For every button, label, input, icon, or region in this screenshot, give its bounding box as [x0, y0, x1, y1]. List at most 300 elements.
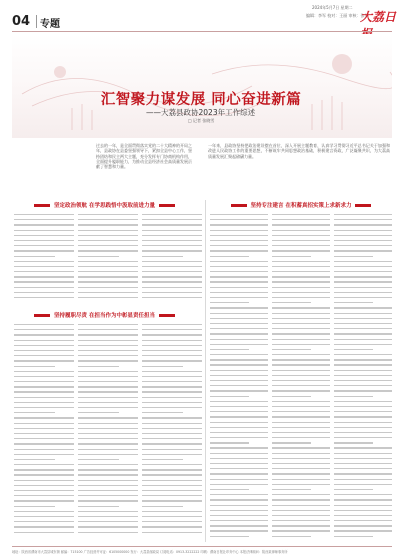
- text-line: [14, 235, 74, 236]
- text-line: [334, 525, 392, 526]
- text-line: [14, 266, 74, 267]
- text-line: [272, 437, 330, 438]
- text-line: [142, 381, 202, 382]
- text-line: [14, 459, 55, 460]
- text-line: [142, 386, 202, 387]
- text-line: [272, 390, 330, 391]
- text-line: [14, 402, 74, 403]
- text-line: [78, 334, 138, 335]
- text-line: [14, 224, 74, 225]
- text-line: [14, 443, 74, 444]
- text-line: [14, 230, 74, 231]
- text-line: [272, 245, 330, 246]
- text-line: [334, 364, 392, 365]
- heading-ribbon-left: [34, 204, 50, 207]
- text-line: [142, 402, 202, 403]
- text-line: [14, 532, 74, 533]
- text-line: [14, 428, 74, 429]
- text-line: [78, 230, 138, 231]
- text-line: [210, 292, 268, 293]
- text-line: [334, 313, 392, 314]
- text-line: [334, 453, 392, 454]
- text-line: [210, 328, 268, 329]
- text-line: [334, 292, 392, 293]
- text-line: [78, 366, 119, 367]
- text-line: [334, 510, 392, 511]
- text-line: [78, 511, 138, 512]
- text-line: [142, 297, 202, 298]
- text-line: [334, 375, 392, 376]
- text-line: [142, 511, 202, 512]
- text-line: [334, 468, 392, 469]
- text-line: [334, 328, 392, 329]
- text-line: [272, 416, 330, 417]
- text-line: [272, 328, 330, 329]
- body-column-4: [210, 214, 268, 542]
- text-line: [334, 442, 373, 443]
- text-line: [78, 490, 138, 491]
- text-line: [14, 454, 74, 455]
- text-line: [334, 505, 392, 506]
- text-line: [14, 381, 74, 382]
- text-line: [334, 396, 373, 397]
- text-line: [272, 447, 330, 448]
- text-line: [142, 340, 202, 341]
- text-line: [272, 281, 330, 282]
- text-line: [14, 329, 74, 330]
- text-line: [272, 510, 330, 511]
- text-line: [78, 516, 138, 517]
- text-line: [142, 438, 202, 439]
- text-line: [210, 390, 268, 391]
- text-line: [272, 354, 330, 355]
- text-line: [334, 411, 392, 412]
- text-line: [272, 240, 330, 241]
- text-line: [334, 349, 373, 350]
- text-line: [210, 287, 268, 288]
- text-line: [272, 458, 330, 459]
- text-line: [14, 292, 74, 293]
- text-line: [142, 428, 202, 429]
- text-line: [210, 380, 268, 381]
- text-line: [210, 230, 268, 231]
- text-line: [272, 276, 330, 277]
- body-column-2-lower: [78, 324, 138, 542]
- text-line: [142, 334, 202, 335]
- text-line: [210, 276, 268, 277]
- text-line: [78, 235, 138, 236]
- text-line: [78, 355, 138, 356]
- text-line: [334, 307, 392, 308]
- text-line: [142, 417, 202, 418]
- text-line: [78, 391, 138, 392]
- text-line: [272, 318, 330, 319]
- text-line: [210, 224, 268, 225]
- text-line: [272, 359, 330, 360]
- text-line: [272, 463, 330, 464]
- text-line: [14, 423, 74, 424]
- text-line: [334, 261, 392, 262]
- text-line: [210, 406, 268, 407]
- text-line: [78, 397, 138, 398]
- text-line: [14, 495, 74, 496]
- text-line: [272, 494, 330, 495]
- text-line: [334, 473, 392, 474]
- text-line: [78, 500, 138, 501]
- text-line: [14, 297, 74, 298]
- text-line: [142, 454, 202, 455]
- text-line: [334, 380, 392, 381]
- text-line: [78, 276, 138, 277]
- text-line: [334, 287, 392, 288]
- text-line: [210, 256, 249, 257]
- text-line: [142, 240, 202, 241]
- text-line: [334, 489, 373, 490]
- text-line: [272, 515, 330, 516]
- text-line: [334, 344, 392, 345]
- text-line: [272, 484, 330, 485]
- page-number: 04: [12, 14, 31, 29]
- text-line: [142, 464, 202, 465]
- text-line: [272, 530, 330, 531]
- heading-ribbon-right: [159, 314, 175, 317]
- text-line: [272, 266, 330, 267]
- byline: □ 记者 张晓雪: [188, 118, 215, 123]
- text-line: [14, 526, 74, 527]
- text-line: [272, 339, 330, 340]
- text-line: [142, 449, 202, 450]
- text-line: [210, 530, 268, 531]
- intro-paragraph-left: 过去的一年，是全面贯彻落实党的二十大精神的开局之年，县政协在县委坚强领导下，紧扣全县中心工作，坚持团结和民主两大主题，充分发挥专门协商机构作用，全面提升履职能力，为推动全县经济社会高质量发展贡献了智慧和力量。: [96, 143, 192, 170]
- text-line: [334, 427, 392, 428]
- text-line: [142, 355, 202, 356]
- text-line: [272, 406, 330, 407]
- text-line: [210, 318, 268, 319]
- text-line: [14, 516, 74, 517]
- text-line: [272, 380, 330, 381]
- text-line: [334, 406, 392, 407]
- text-line: [210, 240, 268, 241]
- text-line: [78, 287, 138, 288]
- text-line: [142, 480, 202, 481]
- text-line: [78, 250, 138, 251]
- text-line: [272, 261, 330, 262]
- text-line: [142, 230, 202, 231]
- header-divider: [36, 15, 37, 28]
- text-line: [334, 401, 392, 402]
- text-line: [210, 344, 268, 345]
- text-line: [142, 261, 202, 262]
- text-line: [14, 500, 74, 501]
- body-column-3-lower: [142, 324, 202, 542]
- text-line: [14, 521, 74, 522]
- text-line: [78, 506, 119, 507]
- text-line: [142, 214, 202, 215]
- text-line: [272, 256, 311, 257]
- text-line: [14, 464, 74, 465]
- text-line: [272, 333, 330, 334]
- text-line: [210, 479, 268, 480]
- text-line: [14, 324, 74, 325]
- text-line: [210, 307, 268, 308]
- text-line: [14, 256, 55, 257]
- text-line: [14, 449, 74, 450]
- text-line: [14, 240, 74, 241]
- newspaper-brand-logo: 大荔日: [360, 10, 397, 24]
- text-line: [272, 287, 330, 288]
- text-line: [78, 495, 138, 496]
- text-line: [272, 505, 330, 506]
- text-line: [210, 468, 268, 469]
- text-line: [14, 433, 74, 434]
- text-line: [78, 245, 138, 246]
- text-line: [334, 530, 392, 531]
- text-line: [78, 521, 138, 522]
- text-line: [210, 442, 249, 443]
- text-line: [142, 266, 202, 267]
- text-line: [78, 428, 138, 429]
- text-line: [142, 329, 202, 330]
- text-line: [272, 432, 330, 433]
- body-column-1-lower: [14, 324, 74, 542]
- text-line: [210, 375, 268, 376]
- text-line: [14, 438, 74, 439]
- text-line: [142, 433, 202, 434]
- intro-paragraph-right: 一年来，县政协坚持把政治建设摆在首位，深入开展主题教育，认真学习贯彻习近平总书记关于加强和改进人民政协工作的重要思想，不断筑牢共同思想政治基础，积极建言资政，广泛凝聚共识，为大荔高质量发展汇聚起磅礴力量。: [208, 143, 390, 159]
- text-line: [78, 459, 119, 460]
- text-line: [334, 479, 392, 480]
- text-line: [334, 230, 392, 231]
- text-line: [14, 412, 55, 413]
- text-line: [210, 364, 268, 365]
- text-line: [14, 366, 55, 367]
- heading-ribbon-left: [231, 204, 247, 207]
- text-line: [142, 245, 202, 246]
- text-line: [78, 407, 138, 408]
- text-line: [334, 250, 392, 251]
- text-line: [272, 349, 311, 350]
- text-line: [142, 516, 202, 517]
- text-line: [14, 355, 74, 356]
- text-line: [142, 271, 202, 272]
- text-line: [78, 297, 138, 298]
- text-line: [14, 391, 74, 392]
- text-line: [14, 407, 74, 408]
- text-line: [78, 376, 138, 377]
- text-line: [142, 459, 183, 460]
- text-line: [142, 366, 183, 367]
- text-line: [14, 219, 74, 220]
- text-line: [334, 499, 392, 500]
- text-line: [334, 318, 392, 319]
- text-line: [78, 532, 138, 533]
- text-line: [334, 297, 392, 298]
- text-line: [142, 532, 202, 533]
- text-line: [334, 458, 392, 459]
- text-line: [14, 350, 74, 351]
- heading-ribbon-right: [355, 204, 371, 207]
- text-line: [272, 224, 330, 225]
- text-line: [142, 276, 202, 277]
- text-line: [14, 287, 74, 288]
- text-line: [210, 302, 249, 303]
- text-line: [14, 276, 74, 277]
- text-line: [78, 219, 138, 220]
- text-line: [210, 536, 249, 537]
- text-line: [210, 525, 268, 526]
- section-heading-3: 坚持履职尽责 在担当作为中彰显责任担当: [12, 310, 197, 320]
- text-line: [210, 281, 268, 282]
- text-line: [14, 485, 74, 486]
- text-line: [210, 458, 268, 459]
- text-line: [78, 271, 138, 272]
- text-line: [210, 411, 268, 412]
- text-line: [210, 339, 268, 340]
- text-line: [210, 370, 268, 371]
- header-rule: [12, 31, 392, 32]
- text-line: [210, 385, 268, 386]
- text-line: [78, 329, 138, 330]
- text-line: [78, 214, 138, 215]
- text-line: [272, 499, 330, 500]
- text-line: [272, 214, 330, 215]
- text-line: [142, 526, 202, 527]
- text-line: [334, 240, 392, 241]
- text-line: [14, 245, 74, 246]
- text-line: [78, 423, 138, 424]
- body-column-1-upper: [14, 214, 74, 306]
- text-line: [142, 521, 202, 522]
- text-line: [210, 266, 268, 267]
- text-line: [334, 422, 392, 423]
- text-line: [14, 417, 74, 418]
- text-line: [210, 271, 268, 272]
- text-line: [210, 427, 268, 428]
- text-line: [334, 463, 392, 464]
- headline-subtitle: ——大荔县政协2023年工作综述: [146, 108, 256, 117]
- page-footer: 地址：陕西省渭南市大荔县城东街 邮编：715100 广告经营许可证：6105000000 发行：大荔县邮政局 订阅电话：0913-3222222 印刷：渭南日报社印务中心 本报法律顾问：陕西某律师事务所: [12, 546, 392, 555]
- text-line: [14, 271, 74, 272]
- text-line: [14, 334, 74, 335]
- text-line: [14, 371, 74, 372]
- headline-title: 汇智聚力谋发展 同心奋进新篇: [100, 91, 302, 108]
- text-line: [210, 401, 268, 402]
- text-line: [78, 449, 138, 450]
- text-line: [210, 245, 268, 246]
- text-line: [14, 214, 74, 215]
- text-line: [14, 376, 74, 377]
- text-line: [334, 385, 392, 386]
- text-line: [142, 250, 202, 251]
- text-line: [210, 510, 268, 511]
- text-line: [210, 214, 268, 215]
- text-line: [334, 266, 392, 267]
- text-line: [334, 256, 373, 257]
- text-line: [210, 235, 268, 236]
- text-line: [14, 469, 74, 470]
- text-line: [334, 224, 392, 225]
- text-line: [210, 505, 268, 506]
- text-line: [142, 500, 202, 501]
- issue-date: 2024年5月7日 星期二: [312, 5, 353, 10]
- text-line: [78, 350, 138, 351]
- text-line: [272, 396, 311, 397]
- text-line: [78, 480, 138, 481]
- text-line: [334, 416, 392, 417]
- text-line: [14, 281, 74, 282]
- text-line: [210, 261, 268, 262]
- section-heading-1: 坚定政治领航 在学思践悟中汲取前进力量: [12, 200, 197, 210]
- text-line: [78, 417, 138, 418]
- text-line: [334, 494, 392, 495]
- text-line: [272, 442, 311, 443]
- text-line: [272, 250, 330, 251]
- text-line: [334, 323, 392, 324]
- text-line: [78, 292, 138, 293]
- text-line: [210, 489, 249, 490]
- heading-ribbon-right: [159, 204, 175, 207]
- text-line: [78, 281, 138, 282]
- column-divider: [205, 200, 206, 542]
- text-line: [210, 416, 268, 417]
- text-line: [78, 402, 138, 403]
- text-line: [78, 324, 138, 325]
- text-line: [272, 489, 311, 490]
- text-line: [210, 297, 268, 298]
- text-line: [14, 490, 74, 491]
- text-line: [334, 354, 392, 355]
- text-line: [334, 281, 392, 282]
- text-line: [334, 390, 392, 391]
- text-line: [210, 349, 249, 350]
- text-line: [142, 345, 202, 346]
- text-line: [272, 297, 330, 298]
- text-line: [142, 443, 202, 444]
- text-line: [334, 214, 392, 215]
- text-line: [272, 468, 330, 469]
- text-line: [142, 407, 202, 408]
- text-line: [210, 494, 268, 495]
- editor-credits: 编辑：李军 校对：王丽 审核：张华: [306, 13, 369, 18]
- text-line: [142, 292, 202, 293]
- text-line: [78, 240, 138, 241]
- text-line: [14, 250, 74, 251]
- text-line: [78, 412, 119, 413]
- text-line: [272, 479, 330, 480]
- text-line: [78, 526, 138, 527]
- text-line: [272, 536, 311, 537]
- text-line: [334, 276, 392, 277]
- text-line: [142, 397, 202, 398]
- text-line: [334, 302, 373, 303]
- text-line: [272, 364, 330, 365]
- text-line: [142, 281, 202, 282]
- section-heading-2: 坚持专注建言 在积蓄真招实策上求新求力: [210, 200, 392, 210]
- text-line: [142, 256, 183, 257]
- text-line: [210, 432, 268, 433]
- text-line: [78, 433, 138, 434]
- body-column-6: [334, 214, 392, 542]
- text-line: [78, 256, 119, 257]
- text-line: [272, 411, 330, 412]
- text-line: [14, 345, 74, 346]
- text-line: [272, 520, 330, 521]
- text-line: [210, 422, 268, 423]
- section-label: 专题: [40, 19, 60, 30]
- text-line: [210, 396, 249, 397]
- text-line: [334, 245, 392, 246]
- text-line: [210, 354, 268, 355]
